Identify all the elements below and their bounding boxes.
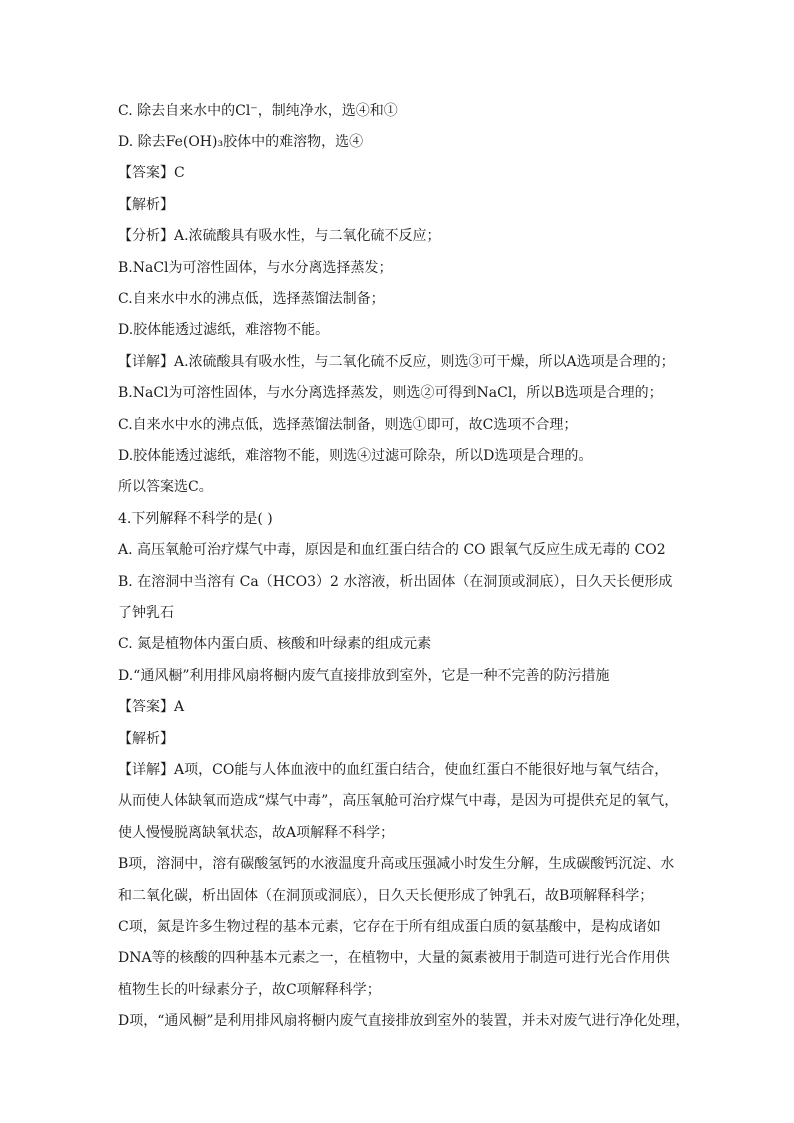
detail-line: C项，氮是许多生物过程的基本元素，它存在于所有组成蛋白质的氨基酸中，是构成诸如	[118, 919, 661, 935]
analysis-heading: 【解析】	[118, 731, 174, 747]
option-c-line: C. 除去自来水中的Cl⁻，制纯净水，选④和①	[118, 103, 398, 119]
detail-line: 【详解】A.浓硫酸具有吸水性，与二氧化硫不反应，则选③可干燥，所以A选项是合理的；	[118, 354, 675, 370]
detail-line: 和二氧化碳，析出固体（在洞顶或洞底），日久天长便形成了钟乳石，故B项解释科学；	[118, 888, 654, 904]
option-d-line: D.“通风橱”利用排风扇将橱内废气直接排放到室外，它是一种不完善的防污措施	[118, 668, 610, 684]
question-title: 4.下列解释不科学的是( )	[118, 511, 273, 527]
option-b-continued: 了钟乳石	[118, 605, 174, 621]
analysis-line: D.胶体能透过滤纸，难溶物不能。	[118, 322, 330, 338]
analysis-line: B.NaCl为可溶性固体，与水分离选择蒸发；	[118, 260, 393, 276]
option-a-line: A. 高压氧舱可治疗煤气中毒，原因是和血红蛋白结合的 CO 跟氧气反应生成无毒的 CO2	[118, 542, 666, 558]
detail-line: D项，“通风橱”是利用排风扇将橱内废气直接排放到室外的装置，并未对废气进行净化处理，	[118, 1013, 690, 1029]
option-d-line: D. 除去Fe(OH)₃胶体中的难溶物，选④	[118, 134, 364, 150]
option-c-line: C. 氮是植物体内蛋白质、核酸和叶绿素的组成元素	[118, 636, 432, 652]
answer-line: 【答案】A	[118, 699, 185, 715]
analysis-line: 【分析】A.浓硫酸具有吸水性，与二氧化硫不反应；	[118, 228, 441, 244]
detail-line: DNA等的核酸的四种基本元素之一，在植物中，大量的氮素被用于制造可进行光合作用供	[118, 950, 670, 966]
detail-line: 使人慢慢脱离缺氧状态，故A项解释不科学；	[118, 825, 395, 841]
option-b-line: B. 在溶洞中当溶有 Ca（HCO3）2 水溶液，析出固体（在洞顶或洞底），日久天长便形成	[118, 574, 673, 590]
detail-line: D.胶体能透过滤纸，难溶物不能，则选④过滤可除杂，所以D选项是合理的。	[118, 448, 593, 464]
detail-line: B项，溶洞中，溶有碳酸氢钙的水液温度升高或压强减小时发生分解，生成碳酸钙沉淀、水	[118, 856, 675, 872]
detail-line: C.自来水中水的沸点低，选择蒸馏法制备，则选①即可，故C选项不合理；	[118, 417, 578, 433]
conclusion-line: 所以答案选C。	[118, 479, 213, 495]
analysis-heading: 【解析】	[118, 197, 174, 213]
detail-line: 从而使人体缺氧而造成“煤气中毒”，高压氧舱可治疗煤气中毒，是因为可提供充足的氧气，	[118, 793, 679, 809]
answer-line: 【答案】C	[118, 165, 185, 181]
detail-line: B.NaCl为可溶性固体，与水分离选择蒸发，则选②可得到NaCl，所以B选项是合理的；	[118, 385, 663, 401]
detail-line: 植物生长的叶绿素分子，故C项解释科学；	[118, 982, 381, 998]
analysis-line: C.自来水中水的沸点低，选择蒸馏法制备；	[118, 291, 385, 307]
detail-line: 【详解】A项，CO能与人体血液中的血红蛋白结合，使血红蛋白不能很好地与氧气结合，	[118, 762, 669, 778]
